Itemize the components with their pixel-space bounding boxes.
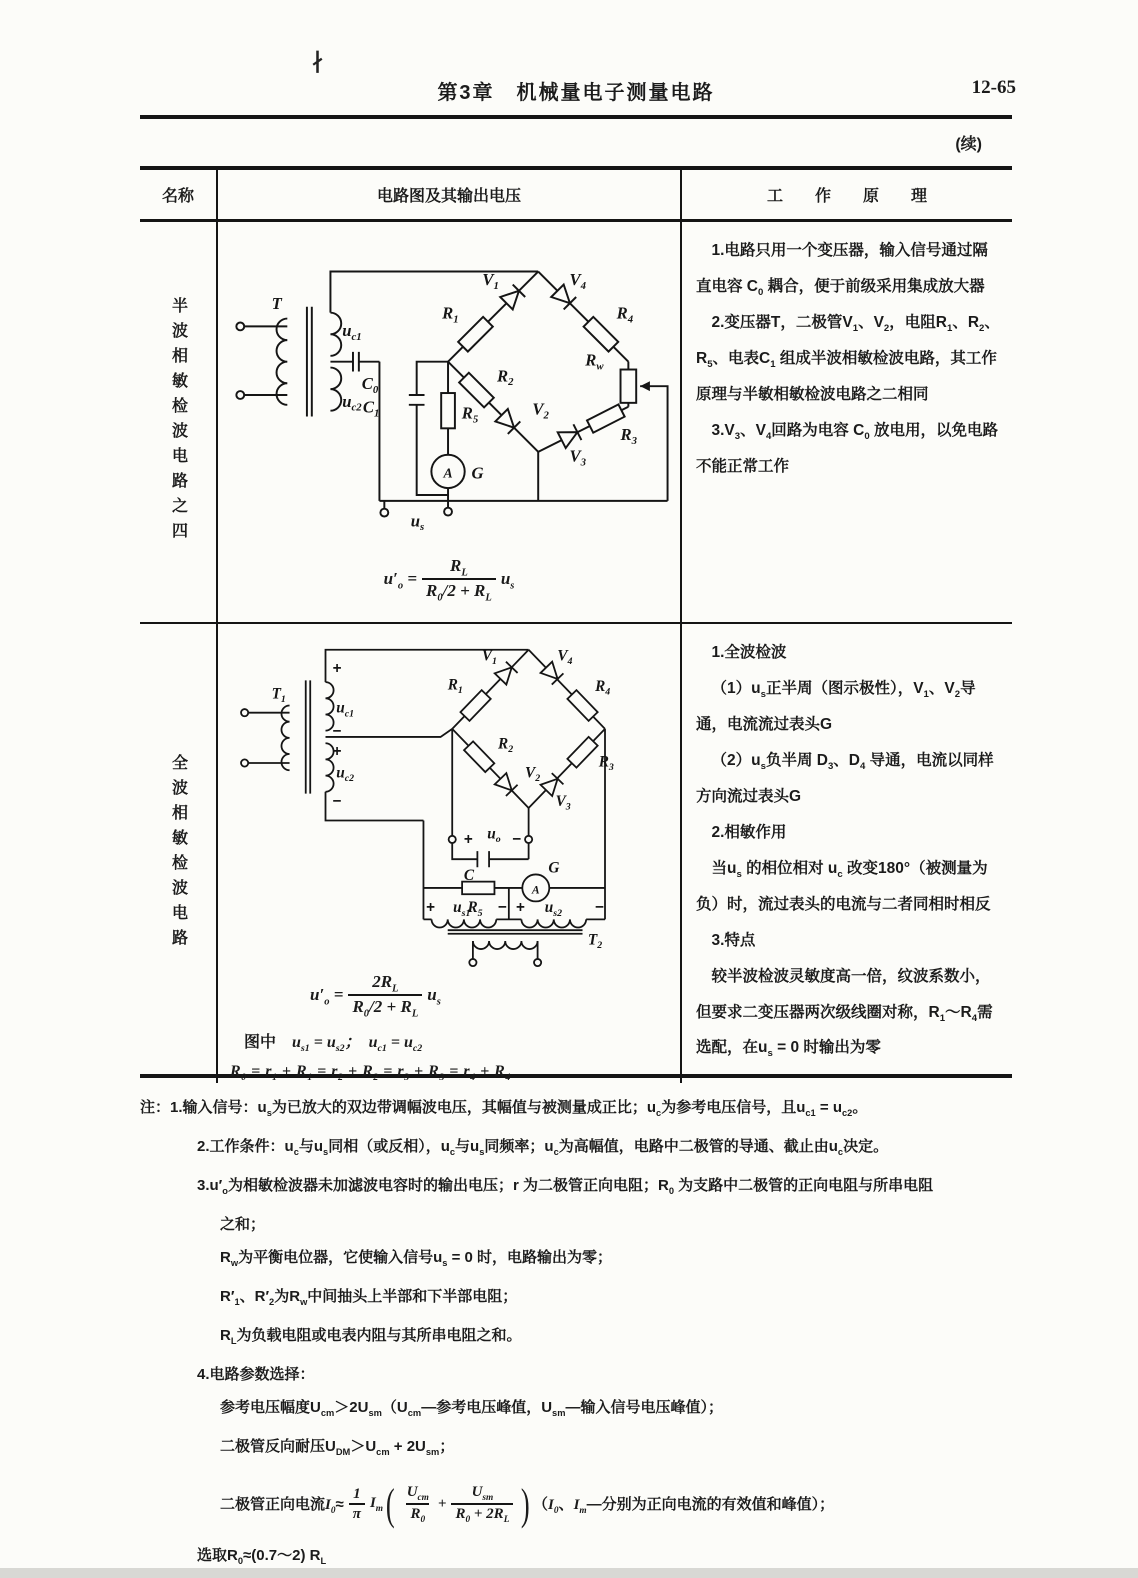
diode-v3 (558, 424, 582, 448)
plus-sign: + (516, 899, 525, 917)
principle-paragraph: 2.相敏作用 (711, 823, 787, 841)
label-us: $u_s$ (410, 511, 425, 534)
col-header-principle: 工 作 原 理 (680, 170, 1012, 219)
col-header-name: 名称 (161, 188, 194, 205)
label-t2: $T_2$ (587, 931, 603, 952)
half-wave-detector-circuit-diagram (224, 248, 676, 542)
label-v2: $V_2$ (532, 399, 549, 422)
header-rule (140, 115, 1012, 119)
formula-fraction: $\frac{U_{sm}}{R_0 + 2R_L}$ (451, 1484, 513, 1525)
label-r4: $R_4$ (616, 303, 634, 326)
filter-branch (409, 362, 465, 516)
potentiometer-rw (621, 370, 637, 403)
resistor-r1 (460, 690, 490, 721)
label-v1: $V_1$ (481, 647, 498, 668)
note-line: $R_L$为负载电阻或电表内阻与其所串电阻之和。 (220, 1327, 522, 1346)
label-v4: $V_4$ (569, 270, 587, 293)
minus-sign: − (595, 899, 605, 917)
label-uc2: $u_{c2}$ (342, 391, 362, 414)
formula-lhs: $u'_o$ = (310, 984, 344, 1008)
row2-circuit-name: 全波相敏检波电路 (169, 753, 187, 954)
row1-output-formula (218, 556, 680, 604)
formula-mid: $I_m$ (369, 1494, 384, 1514)
note-line: 选取$R_0\approx(0.7\sim 2)$ $R_L$ (197, 1547, 327, 1566)
note-line: 参考电压幅度$U_{cm}>2U_{sm}(U_{cm}—$参考电压峰值，$U_{sm}—$输入信号电压峰值）； (220, 1399, 723, 1418)
resistor-r2 (459, 373, 494, 408)
label-r5: $R_5$ (461, 403, 479, 426)
label-r2: $R_2$ (497, 366, 514, 389)
label-uo: $u_o$ (487, 825, 501, 846)
formula-prefix: 二极管正向电流$I_0\approx$ (220, 1495, 344, 1516)
label-r3: $R_3$ (598, 753, 614, 774)
minus-sign: − (332, 793, 342, 811)
principle-paragraph: $3.V_3$、$V_4$回路为电容 $C_0$ 放电用，以免电路不能正常工作 (696, 421, 998, 475)
resistor-r4 (584, 317, 619, 352)
continued-marker: (续) (955, 136, 982, 153)
principle-paragraph: 2.变压器T，二极管$V_1$、$V_2$，电阻$R_1$、$R_2$、$R_5$、电表$C_1$ 组成半波相敏检波电路，其工作原理与半敏相敏检波电路之二相同 (696, 313, 1000, 403)
formula-lhs: $u'_o$ = (383, 568, 418, 592)
principle-paragraph: 3.特点 (711, 931, 756, 949)
label-c0: $C_0$ (361, 374, 379, 397)
row1-principle-cell (680, 222, 1012, 622)
principle-paragraph: 较半波检波灵敏度高一倍，纹波系数小，但要求二变压器两次级线圈对称，$R_1\sim R_4$需选配，在$u_s = 0$ 时输出为零 (696, 967, 993, 1060)
principle-paragraph: 1.电路只用一个变压器，输入信号通过隔直电容 $C_0$ 耦合，便于前级采用集成放大器 (696, 242, 988, 299)
row2-circuit-cell (216, 624, 680, 1083)
resistor-r5 (441, 393, 455, 428)
formula-fraction: $\frac{1}{\pi}$ (349, 1486, 365, 1523)
col-header-circuit: 电路图及其输出电压 (216, 170, 680, 219)
page-number: 12-65 (971, 77, 1016, 98)
resistor-r4 (567, 690, 597, 721)
table-header-row (140, 170, 1012, 222)
label-uc1: $u_{c1}$ (342, 321, 362, 344)
label-rw: $R_w$ (585, 350, 604, 373)
label-v1: $V_1$ (482, 270, 499, 293)
label-v2: $V_2$ (525, 764, 541, 784)
resistor-r1 (458, 317, 493, 352)
label-g: G (471, 463, 484, 483)
page-content (140, 0, 1016, 1578)
scan-artifact: ∤ (312, 48, 323, 73)
plus-sign: + (463, 830, 473, 848)
row1-name-cell (140, 222, 216, 622)
label-us2: $u_{s2}$ (544, 899, 563, 919)
note-line: 2.工作条件：$u_c$与$u_s$同相（或反相），$u_c$与$u_s$同频率；$u_c$为高幅值，电路中二极管的导通、截止由$u_c$决定。 (197, 1138, 889, 1157)
formula-suffix: （$I_0$、$I_m—$分别为正向电流的有效值和峰值）； (533, 1495, 835, 1516)
principle-paragraph: 当$u_s$ 的相位相对 $u_c$ 改变180°（被测量为负）时，流过表头的电流与二者同相时相反 (696, 859, 991, 913)
label-uc1: $u_{c1}$ (336, 699, 355, 720)
full-wave-detector-circuit-diagram (232, 630, 632, 976)
note-line: 注：1.输入信号：$u_s$为已放大的双边带调幅波电压，其幅值与被测量成正比；$u_c$为参考电压信号，且$u_{c1} = u_{c2}$。 (140, 1099, 868, 1118)
formula-rhs: $u_s$ (427, 984, 441, 1008)
left-paren: ( (385, 1479, 395, 1529)
formula-fraction: $\frac{U_{cm}}{R_0}$ (406, 1483, 429, 1525)
row1-circuit-cell (216, 222, 680, 622)
plus-sign: + (426, 899, 436, 917)
formula-rhs: $u_s$ (500, 568, 515, 592)
transformer-t2 (423, 919, 605, 966)
label-t: T (271, 293, 282, 313)
meter-branch (423, 874, 605, 919)
label-r2: $R_2$ (498, 735, 514, 756)
minus-sign: − (332, 723, 342, 741)
footnotes-section (140, 1091, 1012, 1578)
minus-sign: − (512, 830, 522, 848)
label-a: A (443, 465, 453, 481)
label-r3: $R_3$ (620, 425, 638, 447)
plus-sign: + (332, 660, 342, 678)
principle-paragraph: $(2)u_s$负半周 $D_3$、$D_4$ 导通，电流以同样方向流过表头G (696, 751, 994, 805)
row1-circuit-name: 半波相敏检波电路之四 (169, 297, 187, 547)
resistor-r2 (464, 741, 494, 772)
table-row (140, 624, 1012, 1084)
label-g: G (548, 859, 560, 877)
note-line: $R'_1$、$R'_2$为$R_w$中间抽头上半部和下半部电阻； (220, 1288, 518, 1307)
label-v3: $V_3$ (569, 446, 587, 469)
resistor-r3 (567, 737, 597, 768)
label-a: A (531, 883, 540, 897)
transformer-t1 (241, 680, 334, 793)
formula-fraction: $\frac{2R_L}{R_0/2 + R_L}$ (348, 972, 422, 1020)
label-v3: $V_3$ (555, 793, 571, 813)
note-line: 4.电路参数选择： (197, 1366, 315, 1383)
rw-wiper-arrow (640, 381, 650, 391)
label-uc2: $u_{c2}$ (336, 764, 355, 784)
label-r1: $R_1$ (442, 303, 459, 326)
chapter-title: 第3章 机械量电子测量电路 (437, 82, 715, 104)
label-c: C (463, 866, 475, 884)
minus-sign: − (498, 899, 507, 917)
label-r4: $R_4$ (595, 678, 611, 698)
plus-operator: + (437, 1495, 447, 1512)
right-paren: ) (521, 1479, 531, 1529)
note-line: $3.u'_o$为相敏检波器未加滤波电容时的输出电压；r 为二极管正向电阻；$R_0$ 为支路中二极管的正向电阻与所串电阻 (197, 1177, 934, 1196)
row2-principle-cell (680, 624, 1012, 1083)
label-v4: $V_4$ (557, 647, 573, 668)
row2-output-formula (218, 972, 680, 1020)
note-line: 二极管反向耐压$U_{DM}>U_{cm} + 2U_{sm}$； (220, 1438, 455, 1457)
forward-current-formula (140, 1475, 1012, 1533)
label-r1: $R_1$ (447, 676, 463, 696)
label-t1: $T_1$ (271, 685, 286, 705)
circuit-table (140, 166, 1012, 1084)
page-header (140, 76, 1016, 106)
row2-name-cell (140, 624, 216, 1083)
plus-sign: + (332, 742, 342, 760)
note-line: 之和； (220, 1216, 266, 1233)
formula-fraction: $\frac{R_L}{R_0/2 + R_L}$ (422, 556, 496, 604)
principle-paragraph: 1.全波检波 (711, 644, 787, 661)
resistor-r3 (587, 404, 625, 432)
label-us1: $u_{s1}$ (453, 899, 471, 919)
row2-formula-note1: 图中 $u_{s1} = u_{s2}$； $u_{c1} = u_{c2}$ (244, 1033, 423, 1054)
row2-formula-note2: $R_0 = r_1 + R_1 = r_2 + R_2 = r_3 + R_3 = r_4 + R_4$ (230, 1062, 511, 1084)
output-terminal (444, 508, 452, 516)
principle-paragraph: $(1)u_s$正半周（图示极性），$V_1$、$V_2$导通，电流流过表头G (696, 679, 976, 733)
label-r5: $R_5$ (467, 899, 483, 919)
label-c1: $C_1$ (362, 397, 380, 420)
note-line: $R_w$为平衡电位器，它使输入信号$u_s = 0$ 时，电路输出为零； (220, 1249, 613, 1268)
transformer-t (236, 307, 341, 417)
table-row (140, 222, 1012, 624)
